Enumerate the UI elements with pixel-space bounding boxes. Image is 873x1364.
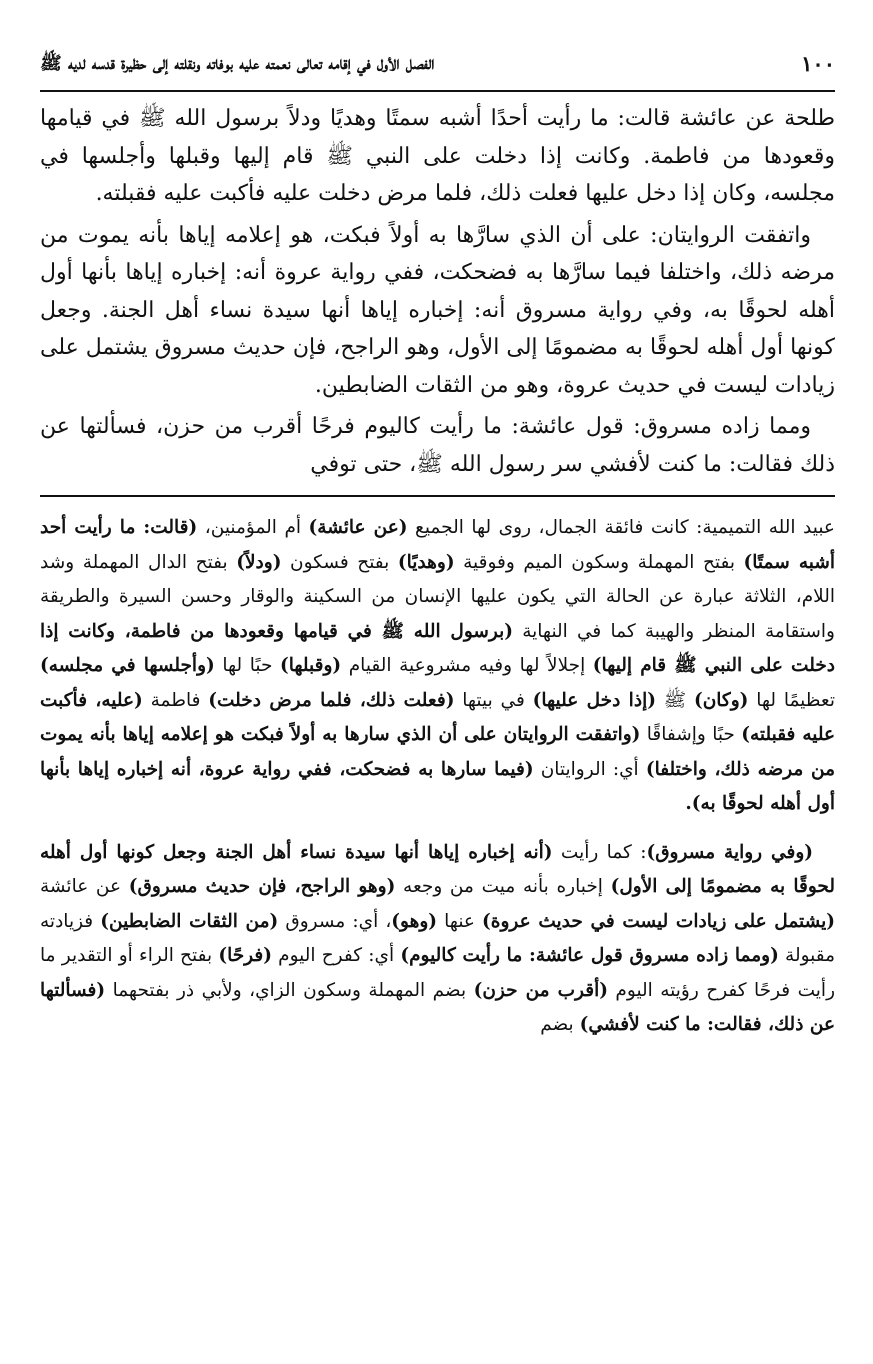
footnote-rule bbox=[40, 495, 835, 497]
quoted-text: (أقرب من حزن) bbox=[473, 979, 608, 1001]
book-page bbox=[40, 44, 835, 1043]
quoted-text: (وأجلسها في مجلسه) bbox=[40, 655, 215, 676]
header-rule bbox=[40, 90, 835, 92]
commentary-text: بضم bbox=[540, 1014, 580, 1035]
commentary-text: بفتح الدال المهملة وشد اللام، الثلاثة عبارة عن الحالة التي يكون عليها الإنسان من السكينة والوقار وحسن السيرة والطريقة واستقامة المنظر والهيبة كما في النهاية bbox=[40, 551, 835, 642]
commentary-text: : كما رأيت bbox=[552, 841, 647, 863]
commentary-paragraph-2 bbox=[40, 836, 835, 1043]
commentary-text: حبًا وإشفاقًا bbox=[640, 724, 742, 745]
quoted-text: (برسول الله ﷺ في قيامها وقعودها من فاطمة، وكانت إذا دخلت على النبي ﷺ قام إليها) bbox=[40, 620, 835, 676]
main-paragraph-2: واتفقت الروايتان: على أن الذي سارَّها به أولاً فبكت، هو إعلامه إياها بأنه يموت من مرضه ذلك، واختلفا فيما سارَّها به فضحكت، ففي رواية عروة أنه: إخباره إياها بأنها أول أهله لحوقًا به، وفي رواية مسروق أنه: إخباره إياها أنها سيدة نساء أهل الجنة. وجعل كونها أول أهله لحوقًا به مضمومًا إلى الأول، وهو الراجح، فإن حديث مسروق يشتمل على زيادات ليست في حديث عروة، وهو من الثقات الضابطين. bbox=[40, 222, 835, 398]
quoted-text: (وهو الراجح، فإن حديث مسروق) bbox=[128, 876, 396, 897]
quoted-text: (إذا دخل عليها) bbox=[532, 689, 656, 711]
commentary-paragraph-1 bbox=[40, 511, 835, 822]
commentary-text: في بيتها bbox=[454, 689, 533, 711]
quoted-text: (فعلت ذلك، فلما مرض دخلت) bbox=[208, 689, 455, 711]
commentary-text: أم المؤمنين، bbox=[197, 517, 309, 538]
main-paragraph-3: ومما زاده مسروق: قول عائشة: ما رأيت كاليوم فرحًا أقرب من حزن، فسألتها عن ذلك فقالت: ما كنت لأفشي سر رسول الله ﷺ، حتى توفي bbox=[40, 414, 835, 477]
page-number: ١٠٠ bbox=[801, 51, 835, 76]
quoted-text: (ومما زاده مسروق قول عائشة: ما رأيت كاليوم) bbox=[400, 945, 779, 966]
quoted-text: (من الثقات الضابطين) bbox=[100, 910, 279, 932]
quoted-text: (فيما سارها به فضحكت، ففي رواية عروة، أنه إخباره إياها بأنها أول أهله لحوقًا به). bbox=[40, 758, 835, 814]
quoted-text: (وفي رواية مسروق) bbox=[646, 841, 814, 863]
quoted-text: (أنه إخباره إياها أنها سيدة نساء أهل الجنة وجعل كونها أول أهله لحوقًا به مضمومًا إلى الأول) bbox=[40, 841, 835, 897]
quoted-text: (وهديًا) bbox=[397, 551, 455, 573]
quoted-text: (وهو) bbox=[391, 910, 438, 932]
commentary-text: بفتح فسكون bbox=[281, 551, 398, 573]
commentary-text: أي: كفرح اليوم bbox=[271, 945, 401, 966]
quoted-text: (فرحًا) bbox=[218, 945, 272, 966]
quoted-text: (فسألتها عن ذلك، فقالت: ما كنت لأفشي) bbox=[40, 979, 835, 1035]
quoted-text: (وكان) bbox=[693, 689, 749, 711]
chapter-title: الفصل الأول في إقامه تعالى نعمته عليه بوفاته ونقلته إلى حظيرة قدسه لديه ﷺ bbox=[40, 53, 435, 74]
commentary-text: عن عائشة bbox=[40, 876, 129, 897]
quoted-text: (عليه، فأكبت عليه فقبلته) bbox=[40, 689, 835, 745]
commentary-text: عنها bbox=[437, 910, 483, 932]
commentary-text: فاطمة bbox=[142, 689, 209, 711]
commentary-text: بضم المهملة وسكون الزاي، ولأبي ذر بفتحهما bbox=[105, 979, 474, 1001]
commentary-text: إخباره بأنه ميت من وجعه bbox=[395, 876, 611, 897]
running-header bbox=[40, 44, 835, 84]
commentary-text: بفتح الراء أو التقدير ما رأيت فرحًا كفرح رؤيته اليوم bbox=[40, 945, 836, 1001]
quoted-text: (يشتمل على زيادات ليست في حديث عروة) bbox=[482, 910, 835, 932]
commentary-text: أي: الروايتان bbox=[533, 758, 646, 780]
commentary-text: بفتح المهملة وسكون الميم وفوقية bbox=[454, 551, 744, 573]
main-paragraph-1: طلحة عن عائشة قالت: ما رأيت أحدًا أشبه سمتًا وهديًا ودلاً برسول الله ﷺ في قيامها وقعودها من فاطمة. وكانت إذا دخلت على النبي ﷺ قام إليها وقبلها وأجلسها في مجلسه، وكان إذا دخل عليها فعلت ذلك، فلما مرض دخلت عليه فأكبت عليه فقبلته. bbox=[40, 106, 835, 206]
commentary-text: إجلالاً لها وفيه مشروعية القيام bbox=[341, 655, 593, 676]
commentary-text: حبًا لها bbox=[214, 655, 280, 676]
quoted-text: (ودلاً) bbox=[236, 551, 282, 573]
commentary-text: فزيادته مقبولة bbox=[40, 910, 835, 966]
commentary-text: عبيد الله التميمية: كانت فائقة الجمال، روى لها الجميع bbox=[407, 517, 835, 538]
quoted-text: (واتفقت الروايتان على أن الذي سارها به أولاً فبكت هو إعلامه إياها بأنه يموت من مرضه ذلك، واختلفا) bbox=[40, 724, 835, 780]
commentary bbox=[40, 511, 835, 1043]
quoted-text: (قالت: ما رأيت أحد أشبه سمتًا) bbox=[40, 517, 835, 573]
main-text bbox=[40, 100, 835, 483]
quoted-text: (عن عائشة) bbox=[308, 517, 408, 538]
commentary-text: تعظيمًا لها bbox=[748, 689, 835, 711]
commentary-text: ﷺ bbox=[655, 689, 694, 711]
quoted-text: (وقبلها) bbox=[279, 655, 342, 676]
commentary-text: ، أي: مسروق bbox=[278, 910, 392, 932]
